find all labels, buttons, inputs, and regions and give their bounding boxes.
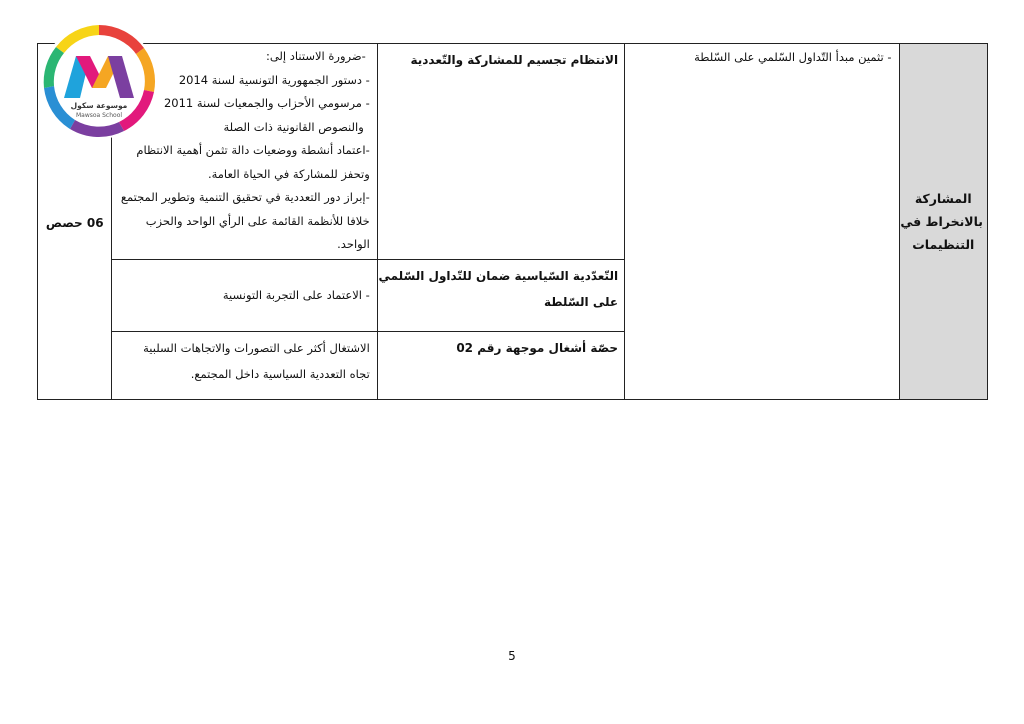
table-row [38,44,988,260]
content-line: -اعتماد أنشطة ووضعيات دالة تثمن أهمية الانتظام [136,143,370,157]
page-number: 5 [508,649,516,663]
sessions-count: 06 حصص [45,216,104,230]
lesson-title-line: حصّة أشغال موجهة رقم 02 [456,341,619,355]
lesson-title-cell [377,260,624,332]
content-line: والنصوص القانونية ذات الصلة [223,119,364,134]
axis-label [900,187,987,256]
logo-graphic [40,22,158,140]
goal-cell [625,44,899,400]
lesson-title [378,260,624,317]
axis-label-line: التنظيمات [912,237,975,252]
content-line: - دستور الجمهورية التونسية لسنة 2014 [178,72,370,87]
content-line: -إبراز دور التعددية في تحقيق التنمية وتطوير المجتمع [120,190,370,204]
content-line: -ضرورة الاستناد إلى: [265,49,366,63]
lesson-title-line: التّعدّدية السّياسية ضمان للتّداول السّلمي [378,269,619,283]
content-cell [112,332,377,400]
mawsoa-school-logo [40,22,158,140]
content-line: وتحفز للمشاركة في الحياة العامة. [207,166,370,181]
lesson-title [378,332,624,363]
logo-english-text: Mawsoa School [75,112,123,119]
content-text [112,332,376,389]
lesson-title-line: الانتظام تجسيم للمشاركة والتّعددية [410,53,619,67]
curriculum-table [37,43,988,400]
content-text [112,281,376,310]
content-line: تجاه التعددية السياسية داخل المجتمع. [190,367,370,381]
lesson-title [378,44,624,75]
axis-label-line: بالانخراط في [900,214,983,229]
goal-text: - تثمين مبدأ التّداول السّلمي على السّلطة [694,50,892,64]
content-line: الاشتغال أكثر على التصورات والاتجاهات السلبية [143,341,370,355]
axis-cell [899,44,987,400]
content-line: - مرسومي الأحزاب والجمعيات لسنة 2011 [163,96,370,110]
content-cell [112,260,377,332]
lesson-title-cell [377,44,624,260]
content-line: الواحد. [337,237,370,251]
content-line: خلافا للأنظمة القائمة على الرأي الواحد والحزب [145,213,370,228]
axis-label-line: المشاركة [914,191,972,206]
logo-arabic-text: موسوعة سكول [70,101,128,110]
lesson-title-line: على السّلطة [543,295,619,309]
lesson-title-cell [377,332,624,400]
content-line: - الاعتماد على التجربة التونسية [222,288,370,303]
